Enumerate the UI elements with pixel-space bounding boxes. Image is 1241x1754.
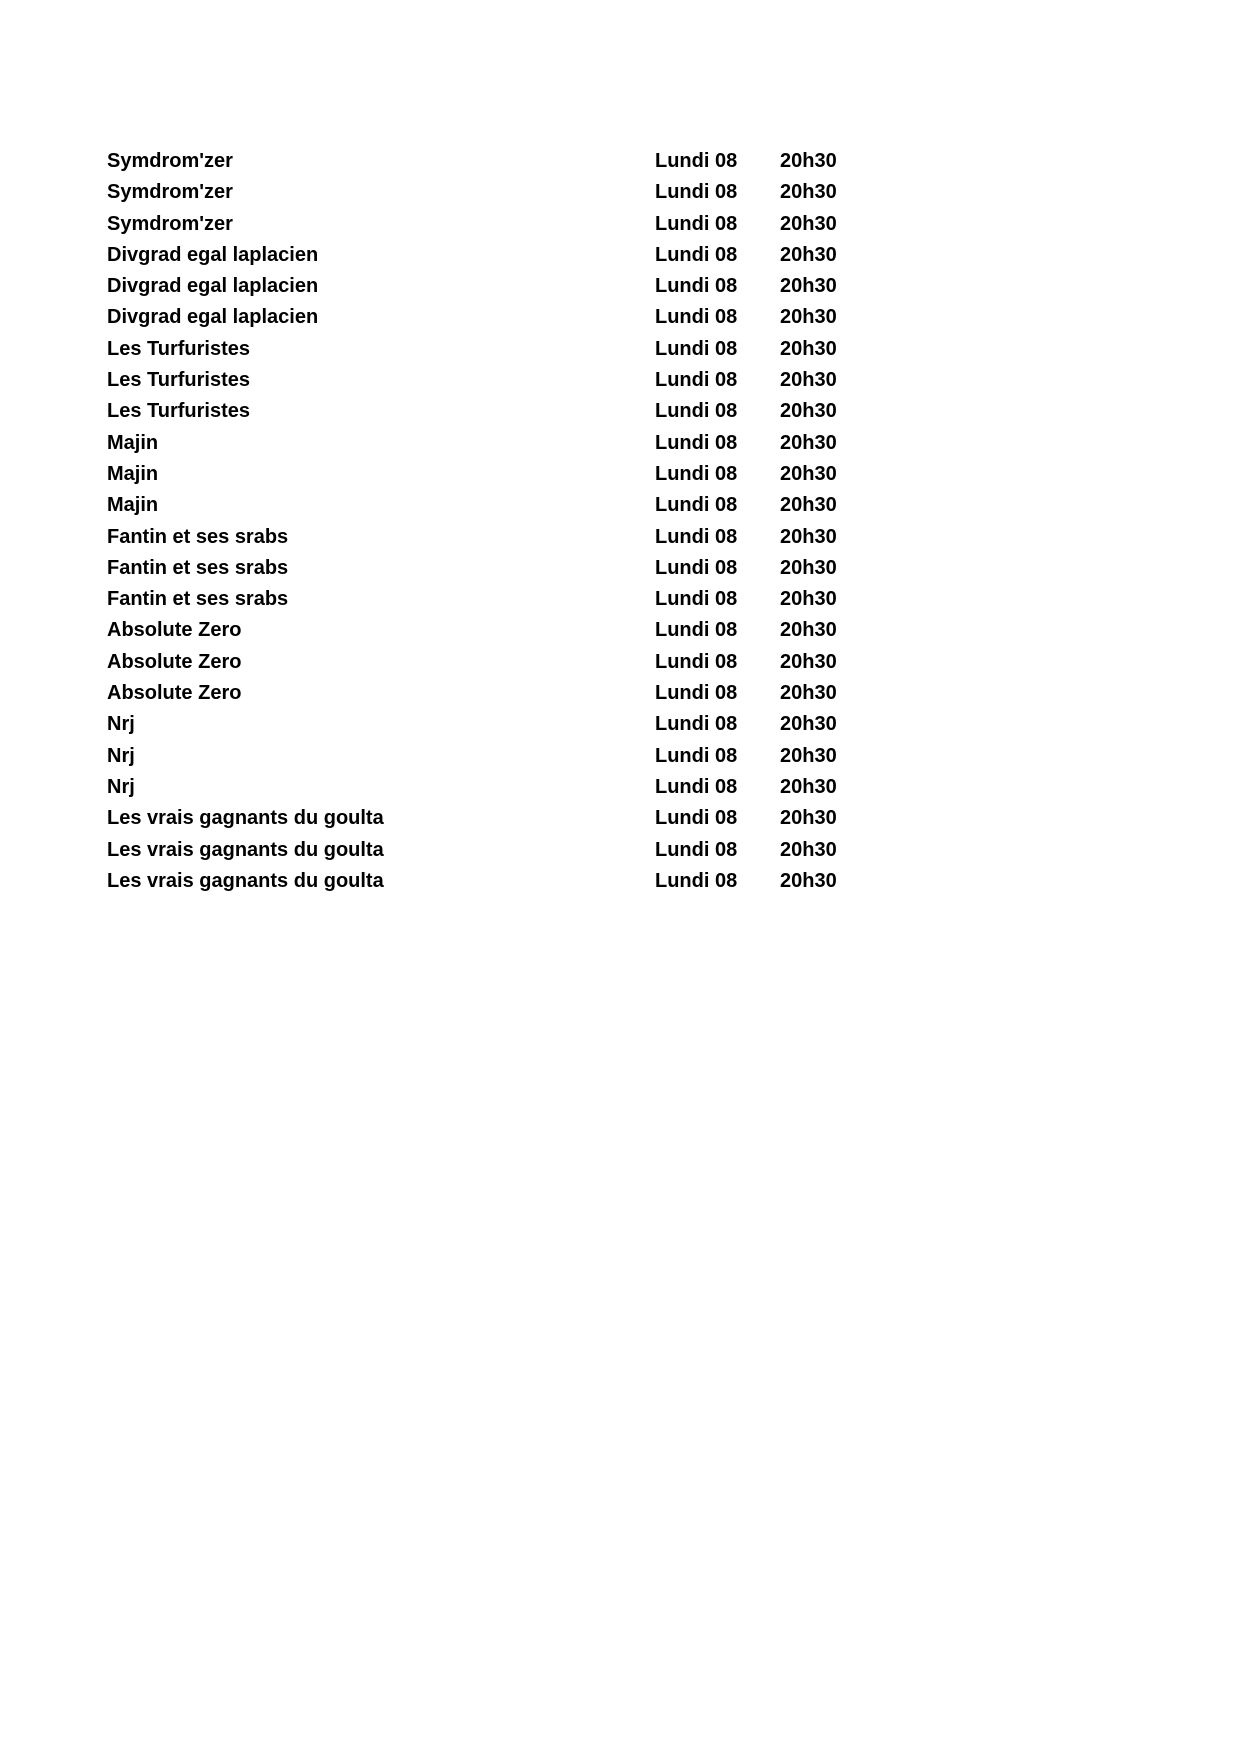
- time-label: 20h30: [780, 275, 837, 298]
- schedule-row: [107, 584, 867, 615]
- team-name: Divgrad egal laplacien: [107, 306, 319, 329]
- schedule-row: [107, 177, 867, 208]
- team-name: Absolute Zero: [107, 682, 242, 705]
- team-name: Fantin et ses srabs: [107, 588, 289, 611]
- time-label: 20h30: [780, 431, 837, 454]
- team-name: Majin: [107, 462, 159, 485]
- time-label: 20h30: [780, 306, 837, 329]
- team-name: Symdrom'zer: [107, 181, 233, 204]
- team-name: Les vrais gagnants du goulta: [107, 838, 384, 861]
- schedule-row: [107, 647, 867, 678]
- schedule-row: [107, 835, 867, 866]
- team-name: Les Turfuristes: [107, 400, 250, 423]
- day-label: Lundi 08: [655, 682, 738, 705]
- time-label: 20h30: [780, 400, 837, 423]
- schedule-row: [107, 365, 867, 396]
- day-label: Lundi 08: [655, 431, 738, 454]
- time-label: 20h30: [780, 775, 837, 798]
- day-label: Lundi 08: [655, 462, 738, 485]
- day-label: Lundi 08: [655, 713, 738, 736]
- team-name: Nrj: [107, 744, 135, 767]
- schedule-row: [107, 866, 867, 897]
- time-label: 20h30: [780, 337, 837, 360]
- schedule-row: [107, 302, 867, 333]
- time-label: 20h30: [780, 150, 837, 172]
- schedule-row: [107, 271, 867, 302]
- team-name: Absolute Zero: [107, 619, 242, 642]
- day-label: Lundi 08: [655, 306, 738, 329]
- day-label: Lundi 08: [655, 807, 738, 830]
- day-label: Lundi 08: [655, 243, 738, 266]
- team-name: Les vrais gagnants du goulta: [107, 869, 384, 892]
- day-label: Lundi 08: [655, 775, 738, 798]
- day-label: Lundi 08: [655, 556, 738, 579]
- time-label: 20h30: [780, 212, 837, 235]
- team-name: Divgrad egal laplacien: [107, 275, 319, 298]
- schedule-row: [107, 428, 867, 459]
- schedule-row: [107, 396, 867, 427]
- time-label: 20h30: [780, 869, 837, 892]
- team-name: Nrj: [107, 713, 135, 736]
- day-label: Lundi 08: [655, 650, 738, 673]
- day-label: Lundi 08: [655, 494, 738, 517]
- time-label: 20h30: [780, 807, 837, 830]
- schedule-row: [107, 240, 867, 271]
- time-label: 20h30: [780, 619, 837, 642]
- day-label: Lundi 08: [655, 869, 738, 892]
- team-name: Les Turfuristes: [107, 369, 250, 392]
- day-label: Lundi 08: [655, 212, 738, 235]
- team-name: Les Turfuristes: [107, 337, 250, 360]
- day-label: Lundi 08: [655, 744, 738, 767]
- time-label: 20h30: [780, 369, 837, 392]
- day-label: Lundi 08: [655, 400, 738, 423]
- team-name: Majin: [107, 431, 159, 454]
- time-label: 20h30: [780, 556, 837, 579]
- schedule-row: [107, 553, 867, 584]
- time-label: 20h30: [780, 525, 837, 548]
- team-name: Les vrais gagnants du goulta: [107, 807, 384, 830]
- day-label: Lundi 08: [655, 838, 738, 861]
- schedule-row: [107, 772, 867, 803]
- schedule-row: [107, 709, 867, 740]
- time-label: 20h30: [780, 744, 837, 767]
- day-label: Lundi 08: [655, 619, 738, 642]
- team-name: Absolute Zero: [107, 650, 242, 673]
- day-label: Lundi 08: [655, 588, 738, 611]
- schedule-row: [107, 209, 867, 240]
- time-label: 20h30: [780, 462, 837, 485]
- schedule-row: [107, 459, 867, 490]
- time-label: 20h30: [780, 588, 837, 611]
- time-label: 20h30: [780, 650, 837, 673]
- team-name: Majin: [107, 494, 159, 517]
- team-name: Fantin et ses srabs: [107, 556, 289, 579]
- team-name: Nrj: [107, 775, 135, 798]
- day-label: Lundi 08: [655, 275, 738, 298]
- day-label: Lundi 08: [655, 369, 738, 392]
- schedule-row: [107, 678, 867, 709]
- time-label: 20h30: [780, 682, 837, 705]
- team-name: Fantin et ses srabs: [107, 525, 289, 548]
- schedule-list: [107, 146, 867, 897]
- time-label: 20h30: [780, 838, 837, 861]
- day-label: Lundi 08: [655, 181, 738, 204]
- schedule-row: [107, 334, 867, 365]
- time-label: 20h30: [780, 243, 837, 266]
- schedule-row: [107, 803, 867, 834]
- day-label: Lundi 08: [655, 337, 738, 360]
- time-label: 20h30: [780, 181, 837, 204]
- team-name: Symdrom'zer: [107, 212, 233, 235]
- day-label: Lundi 08: [655, 150, 738, 172]
- time-label: 20h30: [780, 494, 837, 517]
- schedule-row: [107, 146, 867, 177]
- time-label: 20h30: [780, 713, 837, 736]
- team-name: Divgrad egal laplacien: [107, 243, 319, 266]
- day-label: Lundi 08: [655, 525, 738, 548]
- schedule-row: [107, 522, 867, 553]
- schedule-row: [107, 615, 867, 646]
- schedule-row: [107, 741, 867, 772]
- team-name: Symdrom'zer: [107, 150, 233, 172]
- schedule-row: [107, 490, 867, 521]
